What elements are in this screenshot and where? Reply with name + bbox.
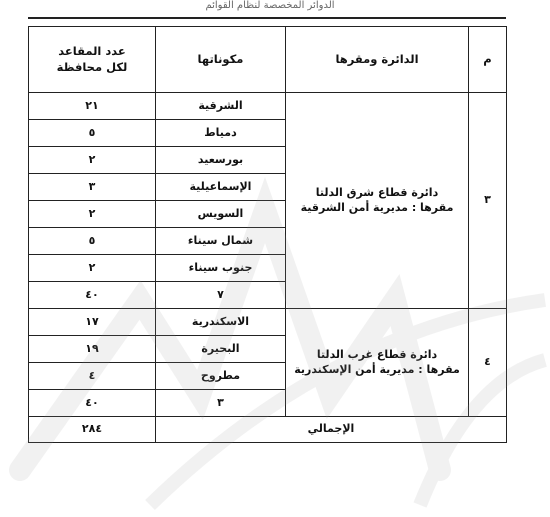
seat-count-cell: ١٧	[29, 309, 156, 336]
header-seats-line2: لكل محافظة	[56, 59, 128, 74]
seat-count-cell: ٤٠	[29, 390, 156, 417]
header-seats	[29, 27, 156, 93]
component-cell: ٧	[156, 282, 286, 309]
total-label: الإجمالي	[156, 417, 507, 443]
header-num: م	[469, 27, 507, 93]
seat-count-cell: ٥	[29, 120, 156, 147]
total-row	[29, 417, 507, 443]
component-cell: شمال سيناء	[156, 228, 286, 255]
circuit-line1: دائرة قطاع غرب الدلتا	[316, 347, 438, 361]
seat-count-cell: ٣	[29, 174, 156, 201]
group-num: ٣	[469, 93, 507, 309]
component-cell: دمياط	[156, 120, 286, 147]
component-cell: بورسعيد	[156, 147, 286, 174]
circuit-cell	[286, 93, 469, 309]
component-cell: مطروح	[156, 363, 286, 390]
header-components: مكوناتها	[156, 27, 286, 93]
seat-count-cell: ٢١	[29, 93, 156, 120]
component-cell: جنوب سيناء	[156, 255, 286, 282]
table-row	[29, 93, 507, 120]
table-header-row	[29, 27, 507, 93]
seat-count-cell: ٢	[29, 147, 156, 174]
seats-table	[28, 26, 507, 443]
header-fragment: الدوائر المخصصة لنظام القوائم	[205, 0, 335, 11]
circuit-line1: دائرة قطاع شرق الدلتا	[315, 185, 439, 199]
component-cell: البحيرة	[156, 336, 286, 363]
header-seats-line1: عدد المقاعد	[58, 43, 126, 58]
header-circuit: الدائرة ومقرها	[286, 27, 469, 93]
group-num: ٤	[469, 309, 507, 417]
circuit-line2: مقرها : مديرية أمن الشرقية	[300, 200, 454, 214]
component-cell: الشرقية	[156, 93, 286, 120]
top-rule	[28, 17, 506, 19]
seat-count-cell: ١٩	[29, 336, 156, 363]
seat-count-cell: ٥	[29, 228, 156, 255]
seat-count-cell: ٢	[29, 255, 156, 282]
total-value: ٢٨٤	[29, 417, 156, 443]
table-row	[29, 309, 507, 336]
circuit-cell	[286, 309, 469, 417]
component-cell: الإسماعيلية	[156, 174, 286, 201]
component-cell: ٣	[156, 390, 286, 417]
component-cell: السويس	[156, 201, 286, 228]
seat-count-cell: ٢	[29, 201, 156, 228]
circuit-line2: مقرها : مديرية أمن الإسكندرية	[294, 362, 460, 376]
component-cell: الاسكندرية	[156, 309, 286, 336]
seat-count-cell: ٤٠	[29, 282, 156, 309]
seat-count-cell: ٤	[29, 363, 156, 390]
